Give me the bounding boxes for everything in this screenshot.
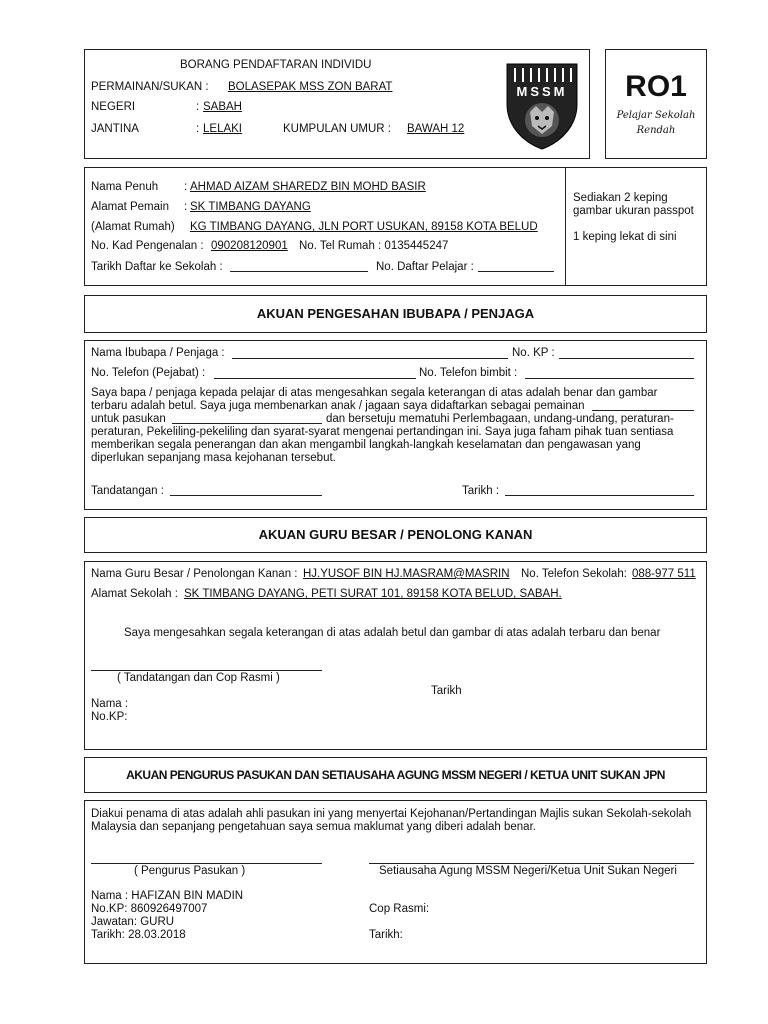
state-colon: : [196, 101, 200, 113]
school-phone-value: 088-977 511 [632, 568, 696, 580]
gender-label: JANTINA [91, 123, 139, 135]
form-title: BORANG PENDAFTARAN INDIVIDU [180, 59, 372, 71]
office-tel-field[interactable] [214, 378, 416, 379]
school-phone-label: No. Telefon Sekolah: [521, 568, 627, 580]
parent-signature-label: Tandatangan : [91, 485, 164, 497]
headmaster-heading-box [84, 517, 707, 553]
headmaster-date-label: Tarikh [431, 685, 462, 697]
state-value: SABAH [203, 101, 242, 113]
mobile-tel-field[interactable] [525, 378, 694, 379]
parent-name-label: Nama Ibubapa / Penjaga : [91, 347, 225, 359]
headmaster-statement: Saya mengesahkan segala keterangan di atas adalah betul dan gambar di atas adalah terbaru dan benar [124, 627, 661, 639]
home-tel: No. Tel Rumah : 0135445247 [299, 240, 449, 252]
parent-heading: AKUAN PENGESAHAN IBUBAPA / PENJAGA [256, 306, 535, 321]
headmaster-heading: AKUAN GURU BESAR / PENOLONG KANAN [258, 527, 533, 542]
logo-text: MSSM [516, 84, 568, 99]
school-address-label: Alamat Sekolah : [91, 588, 178, 600]
mobile-tel-label: No. Telefon bimbit : [419, 367, 518, 379]
student-address-colon: : [184, 201, 188, 213]
student-name-label: Nama Penuh [91, 181, 159, 193]
age-group-value: BAWAH 12 [407, 123, 465, 135]
parent-date-label: Tarikh : [462, 485, 500, 497]
photo-note-2: gambar ukuran passpot [573, 205, 694, 217]
team-heading-box [84, 757, 707, 793]
team-para-1: Diakui penama di atas adalah ahli pasukan ini yang menyertai Kejohanan/Pertandingan Majlis sukan Sekolah-sekolah [91, 808, 692, 820]
parent-heading-box [84, 295, 707, 333]
parent-para-5: memberikan segala penerangan dan akan mengambil langkah-langkah keselamatan dan pengawasan yang [91, 439, 641, 451]
manager-date: Tarikh: 28.03.2018 [91, 929, 186, 941]
parent-name-field[interactable] [232, 358, 508, 359]
ic-label: No. Kad Pengenalan : [91, 240, 204, 252]
team-name-field[interactable] [172, 423, 322, 424]
secretary-date-label: Tarikh: [369, 929, 403, 941]
team-para-2: Malaysia dan sepanjang pengetahuan saya semua maklumat yang diberi adalah benar. [91, 821, 536, 833]
mssm-shield-icon [503, 60, 581, 152]
form-code-note-2: Rendah [636, 125, 676, 136]
parent-kp-label: No. KP : [512, 347, 555, 359]
manager-kp: No.KP: 860926497007 [91, 903, 208, 915]
parent-kp-field[interactable] [559, 358, 694, 359]
parent-para-3a: untuk pasukan [91, 413, 166, 425]
headmaster-name-value: HJ.YUSOF BIN HJ.MASRAM@MASRIN [303, 568, 510, 580]
headmaster-nama-label: Nama : [91, 698, 129, 710]
parent-para-1: Saya bapa / penjaga kepada pelajar di atas mengesahkan segala keterangan di atas adalah benar dan gambar [91, 387, 658, 399]
parent-para-6: diperlukan sepanjang masa kejohanan tersebut. [91, 452, 336, 464]
gender-colon: : [196, 123, 200, 135]
school-address-value: SK TIMBANG DAYANG, PETI SURAT 101, 89158 KOTA BELUD, SABAH. [184, 588, 562, 600]
ic-value: 090208120901 [211, 240, 288, 252]
parent-para-3b: dan bersetuju mematuhi Perlembagaan, undang-undang, peraturan- [326, 413, 674, 425]
form-code-box [605, 49, 707, 159]
reg-date-label: Tarikh Daftar ke Sekolah : [91, 261, 223, 273]
reg-date-field[interactable] [230, 271, 368, 272]
parent-para-2: terbaru adalah betul. Saya juga membenarkan anak / jagaan saya didaftarkan sebagai pemainan [91, 400, 585, 412]
home-address-label: (Alamat Rumah) [91, 221, 175, 233]
photo-divider [565, 167, 566, 286]
stamp-label: Cop Rasmi: [369, 903, 430, 915]
home-address-value: KG TIMBANG DAYANG, JLN PORT USUKAN, 89158 KOTA BELUD [190, 221, 538, 233]
photo-note-1: Sediakan 2 keping [573, 192, 668, 204]
manager-name: Nama : HAFIZAN BIN MADIN [91, 890, 244, 902]
headmaster-kp-label: No.KP: [91, 711, 128, 723]
manager-post: Jawatan: GURU [91, 916, 175, 928]
office-tel-label: No. Telefon (Pejabat) : [91, 367, 206, 379]
sport-label: PERMAINAN/SUKAN : [91, 81, 209, 93]
secretary-caption: Setiausaha Agung MSSM Negeri/Ketua Unit Sukan Negeri [379, 865, 677, 877]
student-name-value: AHMAD AIZAM SHAREDZ BIN MOHD BASIR [190, 181, 426, 193]
state-label: NEGERI [91, 101, 136, 113]
form-code-note-1: Pelajar Sekolah [616, 110, 696, 121]
gender-value: LELAKI [203, 123, 242, 135]
student-name-colon: : [184, 181, 188, 193]
sport-value: BOLASEPAK MSS ZON BARAT [228, 81, 393, 93]
parent-para-4: peraturan, Pekeliling-pekeliling dan syarat-syarat mengenai pertandingan ini. Saya juga faham pihak tuan sentiasa [91, 426, 674, 438]
photo-note-3: 1 keping lekat di sini [573, 231, 677, 243]
student-no-label: No. Daftar Pelajar : [376, 261, 474, 273]
parent-date-field[interactable] [505, 495, 694, 496]
mssm-logo [503, 60, 581, 152]
student-no-field[interactable] [478, 271, 554, 272]
age-group-label: KUMPULAN UMUR : [283, 123, 391, 135]
headmaster-signature-caption: ( Tandatangan dan Cop Rasmi ) [117, 672, 280, 684]
student-address-label: Alamat Pemain [91, 201, 169, 213]
player-role-field[interactable] [592, 410, 694, 411]
manager-caption: ( Pengurus Pasukan ) [134, 865, 246, 877]
team-heading: AKUAN PENGURUS PASUKAN DAN SETIAUSAHA AGUNG MSSM NEGERI / KETUA UNIT SUKAN JPN [126, 768, 665, 782]
parent-signature-field[interactable] [170, 495, 322, 496]
form-code: RO1 [625, 70, 687, 103]
student-address-value: SK TIMBANG DAYANG [190, 201, 311, 213]
headmaster-name-label: Nama Guru Besar / Penolongan Kanan : [91, 568, 298, 580]
